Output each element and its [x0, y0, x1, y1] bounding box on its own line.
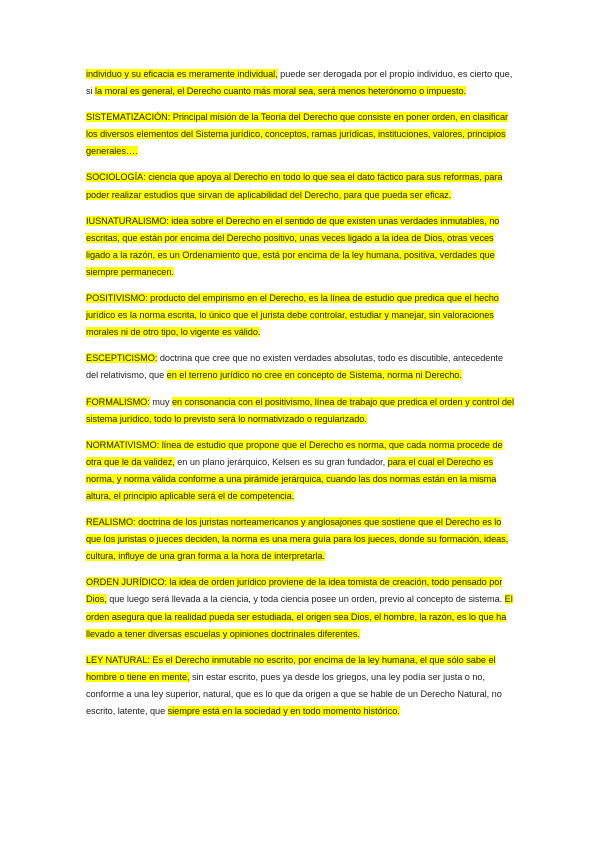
highlighted-text: SISTEMATIZACIÓN: Principal misión de la Teoría del Derecho que consiste en poner orden, en clasificar los diversos elementos del Sistema jurídico, conceptos, ramas jurídicas, instituciones, valores, principios generales….	[86, 112, 509, 157]
document-body	[86, 66, 516, 729]
paragraph-orden-juridico	[86, 574, 516, 642]
highlighted-text: siempre está en la sociedad y en todo momento histórico.	[167, 706, 400, 716]
paragraph-formalismo	[86, 394, 516, 428]
paragraph-realismo	[86, 514, 516, 565]
plain-text: doctrina que cree que no existen verdades absolutas, todo es discutible, antecedente del relativismo, que	[86, 353, 503, 381]
highlighted-text: FORMALISMO:	[86, 396, 150, 407]
plain-text: sin estar escrito, pues ya desde los griegos, una ley podía ser justa o no, conforme a una ley superior, natural, que es lo que da origen a que se hable de un Derecho Natural, no escrito, latente, que	[86, 671, 502, 716]
paragraph-sistematizacion	[86, 109, 516, 160]
highlighted-text: SOCIOLOGÍA: ciencia que apoya al Derecho en todo lo que sea el dato fáctico para sus reformas, para poder realizar estudios que sirvan de aplicabilidad del Derecho, para que pueda ser eficaz.	[86, 172, 503, 200]
paragraph-sociologia	[86, 169, 516, 203]
paragraph-normativismo	[86, 437, 516, 505]
paragraph-continuation	[86, 66, 516, 100]
highlighted-text: REALISMO:	[86, 517, 136, 528]
highlighted-text: IUSNATURALISMO: idea sobre el Derecho en el sentido de que existen unas verdades inmutables, no escritas, que están por encima del Derecho positivo, unas veces ligado a la idea de Dios, otras veces ligado a la razón, es un Ordenamiento que, está por encima de la ley humana, positiva, verdades que siempre permanecen.	[86, 215, 500, 277]
paragraph-escepticismo	[86, 350, 516, 384]
highlighted-text: para el cual el Derecho es norma, y norma válida conforme a una pirámide jerárquica, cuando las dos normas están en la misma altura, el principio aplicable será el de competencia.	[86, 456, 497, 501]
highlighted-text: ESCEPTICISMO:	[86, 353, 158, 364]
paragraph-iusnaturalismo	[86, 213, 516, 281]
plain-text: que luego será llevada a la ciencia, y toda ciencia posee un orden, previo al concepto de sistema.	[106, 594, 505, 605]
plain-text: puede ser derogada por el propio individuo, es cierto que, si	[86, 69, 513, 97]
paragraph-positivismo	[86, 290, 516, 341]
highlighted-text: POSITIVISMO: producto del empirismo en el Derecho, es la línea de estudio que predica que el hecho jurídico es la norma escrita, lo único que el jurista debe controlar, estudiar y manejar, sin valoraciones morales ni de otro tipo, lo vigente es válido.	[86, 293, 499, 338]
highlighted-text: en consonancia con el positivismo, línea de trabajo que predica el orden y control del sistema jurídico, todo lo previsto será lo normativizado o regularizado.	[86, 396, 514, 424]
highlighted-text: ORDEN JURÍDICO: la idea de orden jurídico proviene de la idea tomista de creación, todo pensado por Dios,	[86, 577, 503, 605]
plain-text: muy	[149, 396, 172, 407]
plain-text: en un plano jerárquico, Kelsen es su gran fundador,	[174, 456, 388, 467]
highlighted-text: la moral es general, el Derecho cuanto más moral sea, será menos heterónomo o impuesto.	[95, 86, 467, 97]
highlighted-text: LEY NATURAL: Es el Derecho inmutable no escrito, por encima de la ley humana, el que sólo sabe el hombre o tiene en mente,	[86, 654, 496, 682]
paragraph-ley-natural	[86, 652, 516, 720]
highlighted-text: individuo y su eficacia es meramente individual,	[86, 69, 278, 79]
highlighted-text: El orden asegura que la realidad pueda ser estudiada, el origen sea Dios, el hombre, la razón, es lo que ha llevado a tener diversas escuelas y opiniones doctrinales diferentes.	[86, 594, 513, 639]
highlighted-text: doctrina de los juristas norteamericanos y anglosajones que sostiene que el Derecho es lo que los juristas o jueces deciden, la norma es una mera guía para los jueces, donde su formación, ideas, cultura, influye de una gran forma a la hora de interpretarla.	[86, 517, 509, 562]
highlighted-text: en el terreno jurídico no cree en concepto de Sistema, norma ni Derecho.	[166, 370, 462, 381]
highlighted-text: NORMATIVISMO: línea de estudio que propone que el Derecho es norma, que cada norma procede de otra que le da validez,	[86, 439, 503, 467]
